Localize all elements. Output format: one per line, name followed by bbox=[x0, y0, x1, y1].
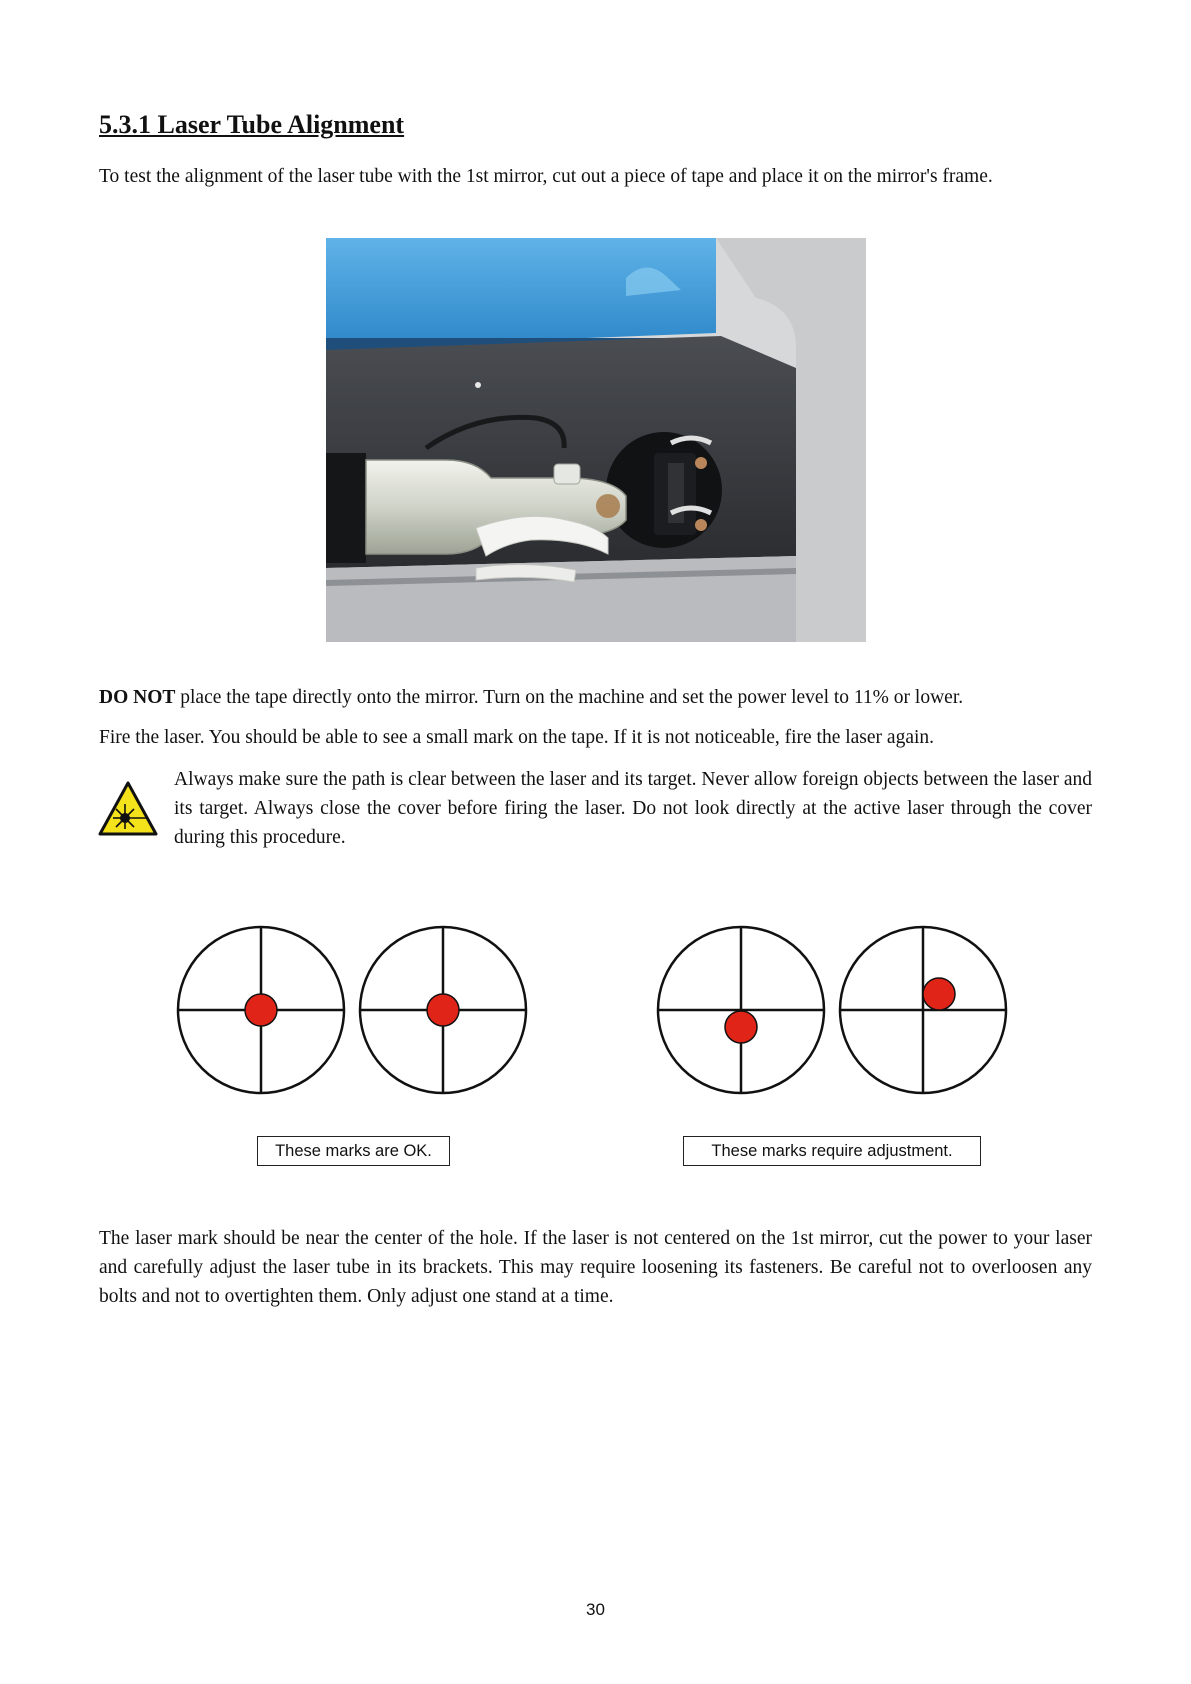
laser-mark-high-right bbox=[923, 978, 955, 1010]
laser-mark-centered-1 bbox=[245, 994, 277, 1026]
target-adjust-2 bbox=[840, 927, 1006, 1093]
centering-paragraph: The laser mark should be near the center of the hole. If the laser is not centered on the 1st mirror, cut the power to your laser and carefully adjust the laser tube in its brackets. This may require loosening its fasteners. Be careful not to overloosen any bolts and not to overtighten them. Only adjust one stand at a time. bbox=[99, 1228, 1092, 1307]
caution-paragraph bbox=[99, 683, 1092, 712]
target-adjust-1 bbox=[658, 927, 824, 1093]
do-not-label: DO NOT bbox=[99, 687, 176, 708]
ok-marks-caption: These marks are OK. bbox=[257, 1136, 450, 1166]
laser-mark-low bbox=[725, 1011, 757, 1043]
adjustment-marks-caption: These marks require adjustment. bbox=[683, 1136, 981, 1166]
laser-tube-photo bbox=[326, 238, 866, 642]
intro-paragraph: To test the alignment of the laser tube with the 1st mirror, cut out a piece of tape and place it on the mirror's frame. bbox=[99, 166, 993, 187]
page-number: 30 bbox=[586, 1600, 605, 1619]
laser-mark-centered-2 bbox=[427, 994, 459, 1026]
laser-warning-icon bbox=[97, 780, 159, 838]
laser-warning-text: Always make sure the path is clear between the laser and its target. Never allow foreign objects between the laser and its target. Always close the cover before firing the laser. Do not look directly at the active laser through the cover during this procedure. bbox=[174, 769, 1092, 848]
fire-laser-paragraph: Fire the laser. You should be able to see a small mark on the tape. If it is not noticeable, fire the laser again. bbox=[99, 727, 935, 748]
section-heading: 5.3.1 Laser Tube Alignment bbox=[99, 110, 405, 139]
caution-text: place the tape directly onto the mirror. Turn on the machine and set the power level to 11% or lower. bbox=[175, 687, 964, 708]
